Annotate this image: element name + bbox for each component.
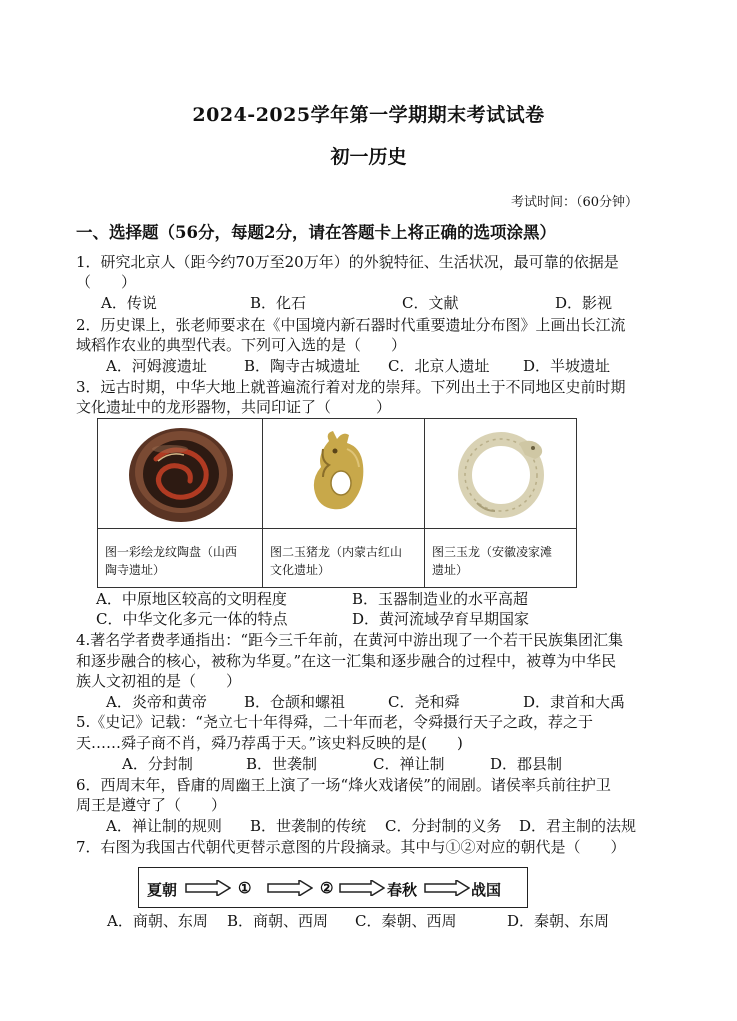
- jade-pig-dragon-icon: [263, 419, 425, 528]
- q1-stem-line1: 1．研究北京人（距今约70万至20万年）的外貌特征、生活状况，最可靠的依据是: [76, 253, 619, 271]
- q5-option-c: C．禅让制: [373, 755, 445, 773]
- flow-step-3: ②: [320, 879, 334, 897]
- figure-1-caption: [98, 528, 262, 587]
- q5-option-d: D．郡县制: [490, 755, 563, 773]
- q1-stem-line2: （ ）: [76, 273, 137, 291]
- q3-stem-line1: 3．远古时期，中华大地上就普遍流行着对龙的崇拜。下列出土于不同地区史前时期: [76, 378, 626, 396]
- q1-option-b: B．化石: [250, 294, 307, 312]
- figure-2-caption-line1: 图二玉猪龙（内蒙古红山: [270, 545, 403, 559]
- figure-3-caption-line2: 遗址）: [432, 563, 469, 577]
- figure-1-caption-line1: 图一彩绘龙纹陶盘（山西: [105, 545, 238, 559]
- artifact-figure-table: [97, 418, 577, 588]
- q2-option-d: D．半坡遗址: [523, 357, 611, 375]
- figure-3-caption-line1: 图三玉龙（安徽凌家滩: [432, 545, 553, 559]
- q6-option-c: C．分封制的义务: [385, 817, 502, 835]
- q7-option-b: B．商朝、西周: [227, 912, 329, 930]
- flow-arrow-icon: [267, 880, 313, 896]
- q2-stem-line1: 2．历史课上，张老师要求在《中国境内新石器时代重要遗址分布图》上画出长江流: [76, 316, 626, 334]
- q7-stem-line1: 7．右图为我国古代朝代更替示意图的片段摘录。其中与①②对应的朝代是（ ）: [76, 838, 626, 856]
- q1-option-d: D．影视: [555, 294, 613, 312]
- figure-3-caption: [425, 528, 576, 587]
- q6-option-a: A．禅让制的规则: [106, 817, 222, 835]
- painted-pottery-plate-icon: [98, 419, 263, 528]
- figure-2-cell: [263, 419, 425, 587]
- q4-option-d: D．隶首和大禹: [523, 693, 626, 711]
- q2-option-b: B．陶寺古城遗址: [244, 357, 361, 375]
- q7-option-c: C．秦朝、西周: [355, 912, 457, 930]
- section-heading: 一、选择题（56分，每题2分，请在答题卡上将正确的选项涂黑）: [76, 223, 556, 242]
- q4-option-a: A．炎帝和黄帝: [106, 693, 207, 711]
- figure-3-cell: [425, 419, 576, 587]
- q4-stem-line2: 和逐步融合的核心，被称为华夏。”在这一汇集和逐步融合的过程中，被尊为中华民: [76, 652, 617, 670]
- q4-option-c: C．尧和舜: [388, 693, 460, 711]
- q7-option-d: D．秦朝、东周: [507, 912, 610, 930]
- flow-step-1: 夏朝: [147, 881, 178, 899]
- q2-option-a: A．河姆渡遗址: [106, 357, 207, 375]
- figure-2-caption-line2: 文化遗址）: [270, 563, 331, 577]
- q6-option-b: B．世袭制的传统: [250, 817, 367, 835]
- q7-option-a: A．商朝、东周: [107, 912, 208, 930]
- q5-stem-line1: 5.《史记》记载：“尧立七十年得舜，二十年而老，令舜摄行天子之政，荐之于: [76, 713, 593, 731]
- q2-stem-line2: 域稻作农业的典型代表。下列可入选的是（ ）: [76, 336, 407, 354]
- flow-step-5: 战国: [471, 881, 502, 899]
- q5-stem-line2: 天……舜子商不肖，舜乃荐禹于天。”该史料反映的是( ): [76, 734, 463, 752]
- figure-1-cell: [98, 419, 263, 587]
- q3-option-d: D．黄河流域孕育早期国家: [352, 610, 530, 628]
- q3-stem-line2: 文化遗址中的龙形器物，共同印证了（ ）: [76, 398, 392, 416]
- q4-stem-line1: 4.著名学者费孝通指出：“距今三千年前，在黄河中游出现了一个若干民族集团汇集: [76, 631, 623, 649]
- exam-title: 2024-2025学年第一学期期末考试试卷: [192, 104, 545, 126]
- flow-step-4: 春秋: [387, 881, 418, 899]
- flow-arrow-icon: [185, 880, 231, 896]
- flow-arrow-icon: [424, 880, 470, 896]
- q6-stem-line2: 周王是遵守了（ ）: [76, 796, 227, 814]
- dynasty-flow-diagram: [138, 867, 528, 908]
- flow-step-2: ①: [238, 879, 252, 897]
- q3-option-c: C．中华文化多元一体的特点: [96, 610, 288, 628]
- q5-option-b: B．世袭制: [246, 755, 318, 773]
- jade-dragon-ring-icon: [425, 419, 576, 528]
- figure-1-caption-line2: 陶寺遗址）: [105, 563, 166, 577]
- q1-option-a: A．传说: [101, 294, 157, 312]
- figure-1-image: [98, 419, 262, 528]
- figure-2-image: [263, 419, 424, 528]
- figure-3-image: [425, 419, 576, 528]
- flow-arrow-icon: [339, 880, 385, 896]
- q4-stem-line3: 族人文初祖的是（ ）: [76, 672, 242, 690]
- exam-time: 考试时间：（60分钟）: [511, 195, 639, 210]
- q3-option-b: B．玉器制造业的水平高超: [352, 590, 529, 608]
- q6-option-d: D．君主制的法规: [519, 817, 637, 835]
- figure-2-caption: [263, 528, 424, 587]
- q2-option-c: C．北京人遗址: [388, 357, 490, 375]
- q4-option-b: B．仓颉和螺祖: [244, 693, 346, 711]
- q1-option-c: C．文献: [402, 294, 459, 312]
- q3-option-a: A．中原地区较高的文明程度: [96, 590, 287, 608]
- q5-option-a: A．分封制: [122, 755, 193, 773]
- exam-subtitle: 初一历史: [330, 146, 407, 168]
- q6-stem-line1: 6．西周末年，昏庸的周幽王上演了一场“烽火戏诸侯”的闹剧。诸侯率兵前往护卫: [76, 776, 611, 794]
